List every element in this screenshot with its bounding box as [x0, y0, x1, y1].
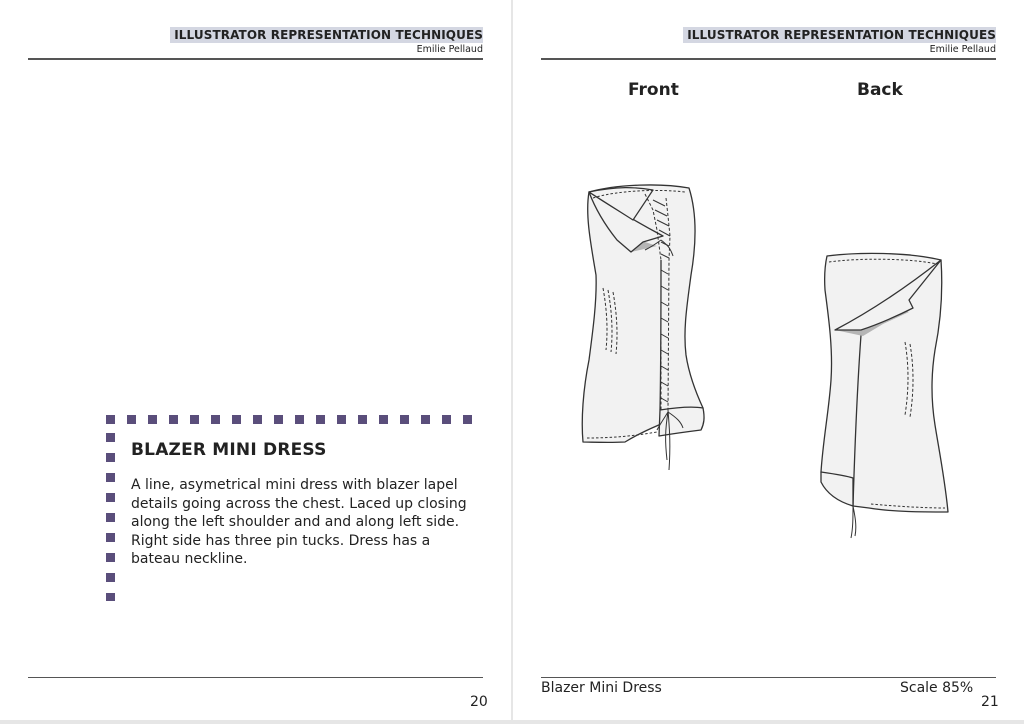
garment-description: A line, asymetrical mini dress with blazer lapel details going across the chest. Laced up closing along the left shoulder and and along left side. Right side has three pin tucks. Dress has a bateau neckline. — [131, 477, 467, 567]
header-author: Emilie Pellaud — [416, 44, 483, 55]
page-number: 21 — [981, 694, 999, 710]
footer-scale: Scale 85% — [900, 680, 974, 696]
header-title: ILLUSTRATOR REPRESENTATION TECHNIQUES — [170, 27, 483, 43]
header-divider — [541, 58, 996, 60]
header-divider — [28, 58, 483, 60]
front-view-label: Front — [628, 80, 679, 100]
footer-caption: Blazer Mini Dress — [541, 680, 662, 696]
back-view-label: Back — [857, 80, 903, 100]
right-page — [513, 0, 1024, 720]
header-author: Emilie Pellaud — [929, 44, 996, 55]
dotted-frame-left — [106, 433, 115, 601]
back-view-sketch — [813, 250, 963, 545]
front-view-sketch — [573, 180, 713, 475]
garment-title: BLAZER MINI DRESS — [131, 440, 327, 460]
dotted-frame-top — [106, 415, 472, 424]
footer-divider — [541, 677, 996, 678]
header-title: ILLUSTRATOR REPRESENTATION TECHNIQUES — [683, 27, 996, 43]
page-number: 20 — [470, 694, 488, 710]
footer-divider — [28, 677, 483, 678]
left-page — [0, 0, 511, 720]
